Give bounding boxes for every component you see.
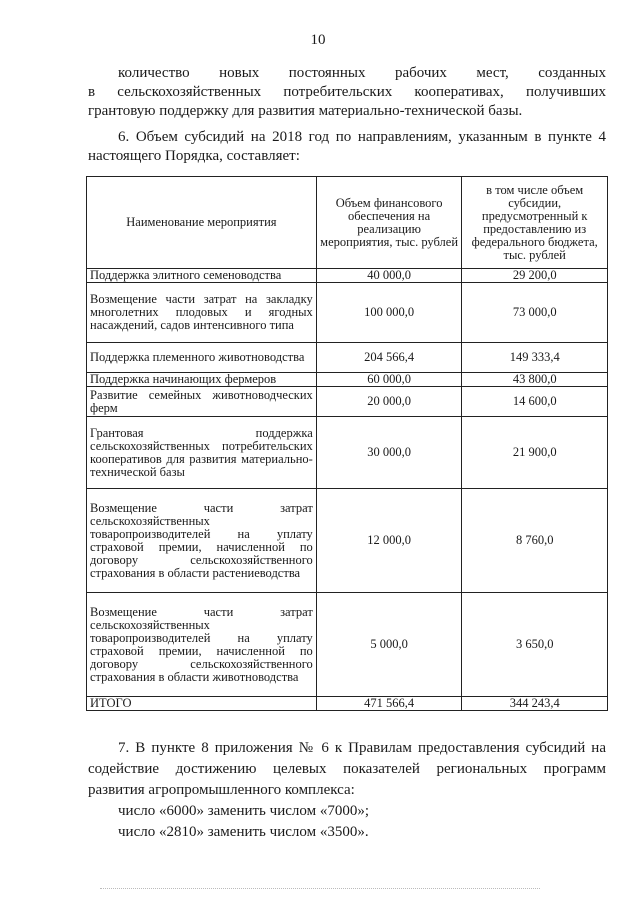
row-federal: 73 000,0 xyxy=(462,283,608,343)
row-name: Возмещение части затрат на закладку многолетних плодовых и ягодных насаждений, садов интенсивного типа xyxy=(87,283,317,343)
row-total: 204 566,4 xyxy=(316,343,462,373)
text-line: число «2810» заменить числом «3500». xyxy=(118,824,369,840)
row-name: Поддержка элитного семеноводства xyxy=(87,269,317,283)
row-federal: 21 900,0 xyxy=(462,417,608,489)
page-number: 10 xyxy=(310,32,326,48)
point-6-paragraph xyxy=(88,128,606,166)
row-name: Возмещение части затрат сельскохозяйственных товаропроизводителей на уплату страховой премии, начисленной по договору сельскохозяйственного страхования в области растениеводства xyxy=(87,489,317,593)
point-7-paragraph xyxy=(88,738,606,843)
total-label: ИТОГО xyxy=(87,697,317,711)
row-name: Поддержка начинающих фермеров xyxy=(87,373,317,387)
table-row xyxy=(87,283,608,343)
row-total: 100 000,0 xyxy=(316,283,462,343)
row-total: 40 000,0 xyxy=(316,269,462,283)
row-name: Грантовая поддержка сельскохозяйственных потребительских кооперативов для развития материально-технической базы xyxy=(87,417,317,489)
row-name: Поддержка племенного животноводства xyxy=(87,343,317,373)
table-row xyxy=(87,387,608,417)
table-row xyxy=(87,417,608,489)
text-line: количество новых постоянных рабочих мест, созданных xyxy=(118,65,606,81)
table-row xyxy=(87,489,608,593)
total-sum: 471 566,4 xyxy=(316,697,462,711)
intro-paragraph xyxy=(88,64,606,121)
text-line: настоящего Порядка, составляет: xyxy=(88,148,300,164)
scan-artifact xyxy=(100,888,540,889)
text-line: содействие достижению целевых показателей региональных программ xyxy=(88,761,606,777)
text-line: 7. В пункте 8 приложения № 6 к Правилам предоставления субсидий на xyxy=(118,740,606,756)
row-federal: 14 600,0 xyxy=(462,387,608,417)
text-line: число «6000» заменить числом «7000»; xyxy=(118,803,369,819)
row-federal: 149 333,4 xyxy=(462,343,608,373)
text-line: 6. Объем субсидий на 2018 год по направлениям, указанным в пункте 4 xyxy=(118,129,606,145)
row-total: 20 000,0 xyxy=(316,387,462,417)
table-row xyxy=(87,593,608,697)
text-line: грантовую поддержку для развития материально-технической базы. xyxy=(88,103,523,119)
header-federal: в том числе объем субсидии, предусмотренный к предоставлению из федерального бюджета, тыс. рублей xyxy=(462,177,608,269)
row-total: 60 000,0 xyxy=(316,373,462,387)
row-federal: 29 200,0 xyxy=(462,269,608,283)
text-line: развития агропромышленного комплекса: xyxy=(88,782,355,798)
table-row xyxy=(87,269,608,283)
row-federal: 8 760,0 xyxy=(462,489,608,593)
row-federal: 3 650,0 xyxy=(462,593,608,697)
subsidy-table xyxy=(86,176,608,711)
row-name: Развитие семейных животноводческих ферм xyxy=(87,387,317,417)
table-row xyxy=(87,343,608,373)
table-header-row xyxy=(87,177,608,269)
row-total: 5 000,0 xyxy=(316,593,462,697)
header-total: Объем финансового обеспечения на реализацию мероприятия, тыс. рублей xyxy=(316,177,462,269)
total-federal: 344 243,4 xyxy=(462,697,608,711)
row-name: Возмещение части затрат сельскохозяйственных товаропроизводителей на уплату страховой премии, начисленной по договору сельскохозяйственного страхования в области животноводства xyxy=(87,593,317,697)
row-total: 30 000,0 xyxy=(316,417,462,489)
header-name: Наименование мероприятия xyxy=(87,177,317,269)
row-federal: 43 800,0 xyxy=(462,373,608,387)
table-row xyxy=(87,373,608,387)
text-line: в сельскохозяйственных потребительских кооперативах, получивших xyxy=(88,84,606,100)
row-total: 12 000,0 xyxy=(316,489,462,593)
table-total-row xyxy=(87,697,608,711)
